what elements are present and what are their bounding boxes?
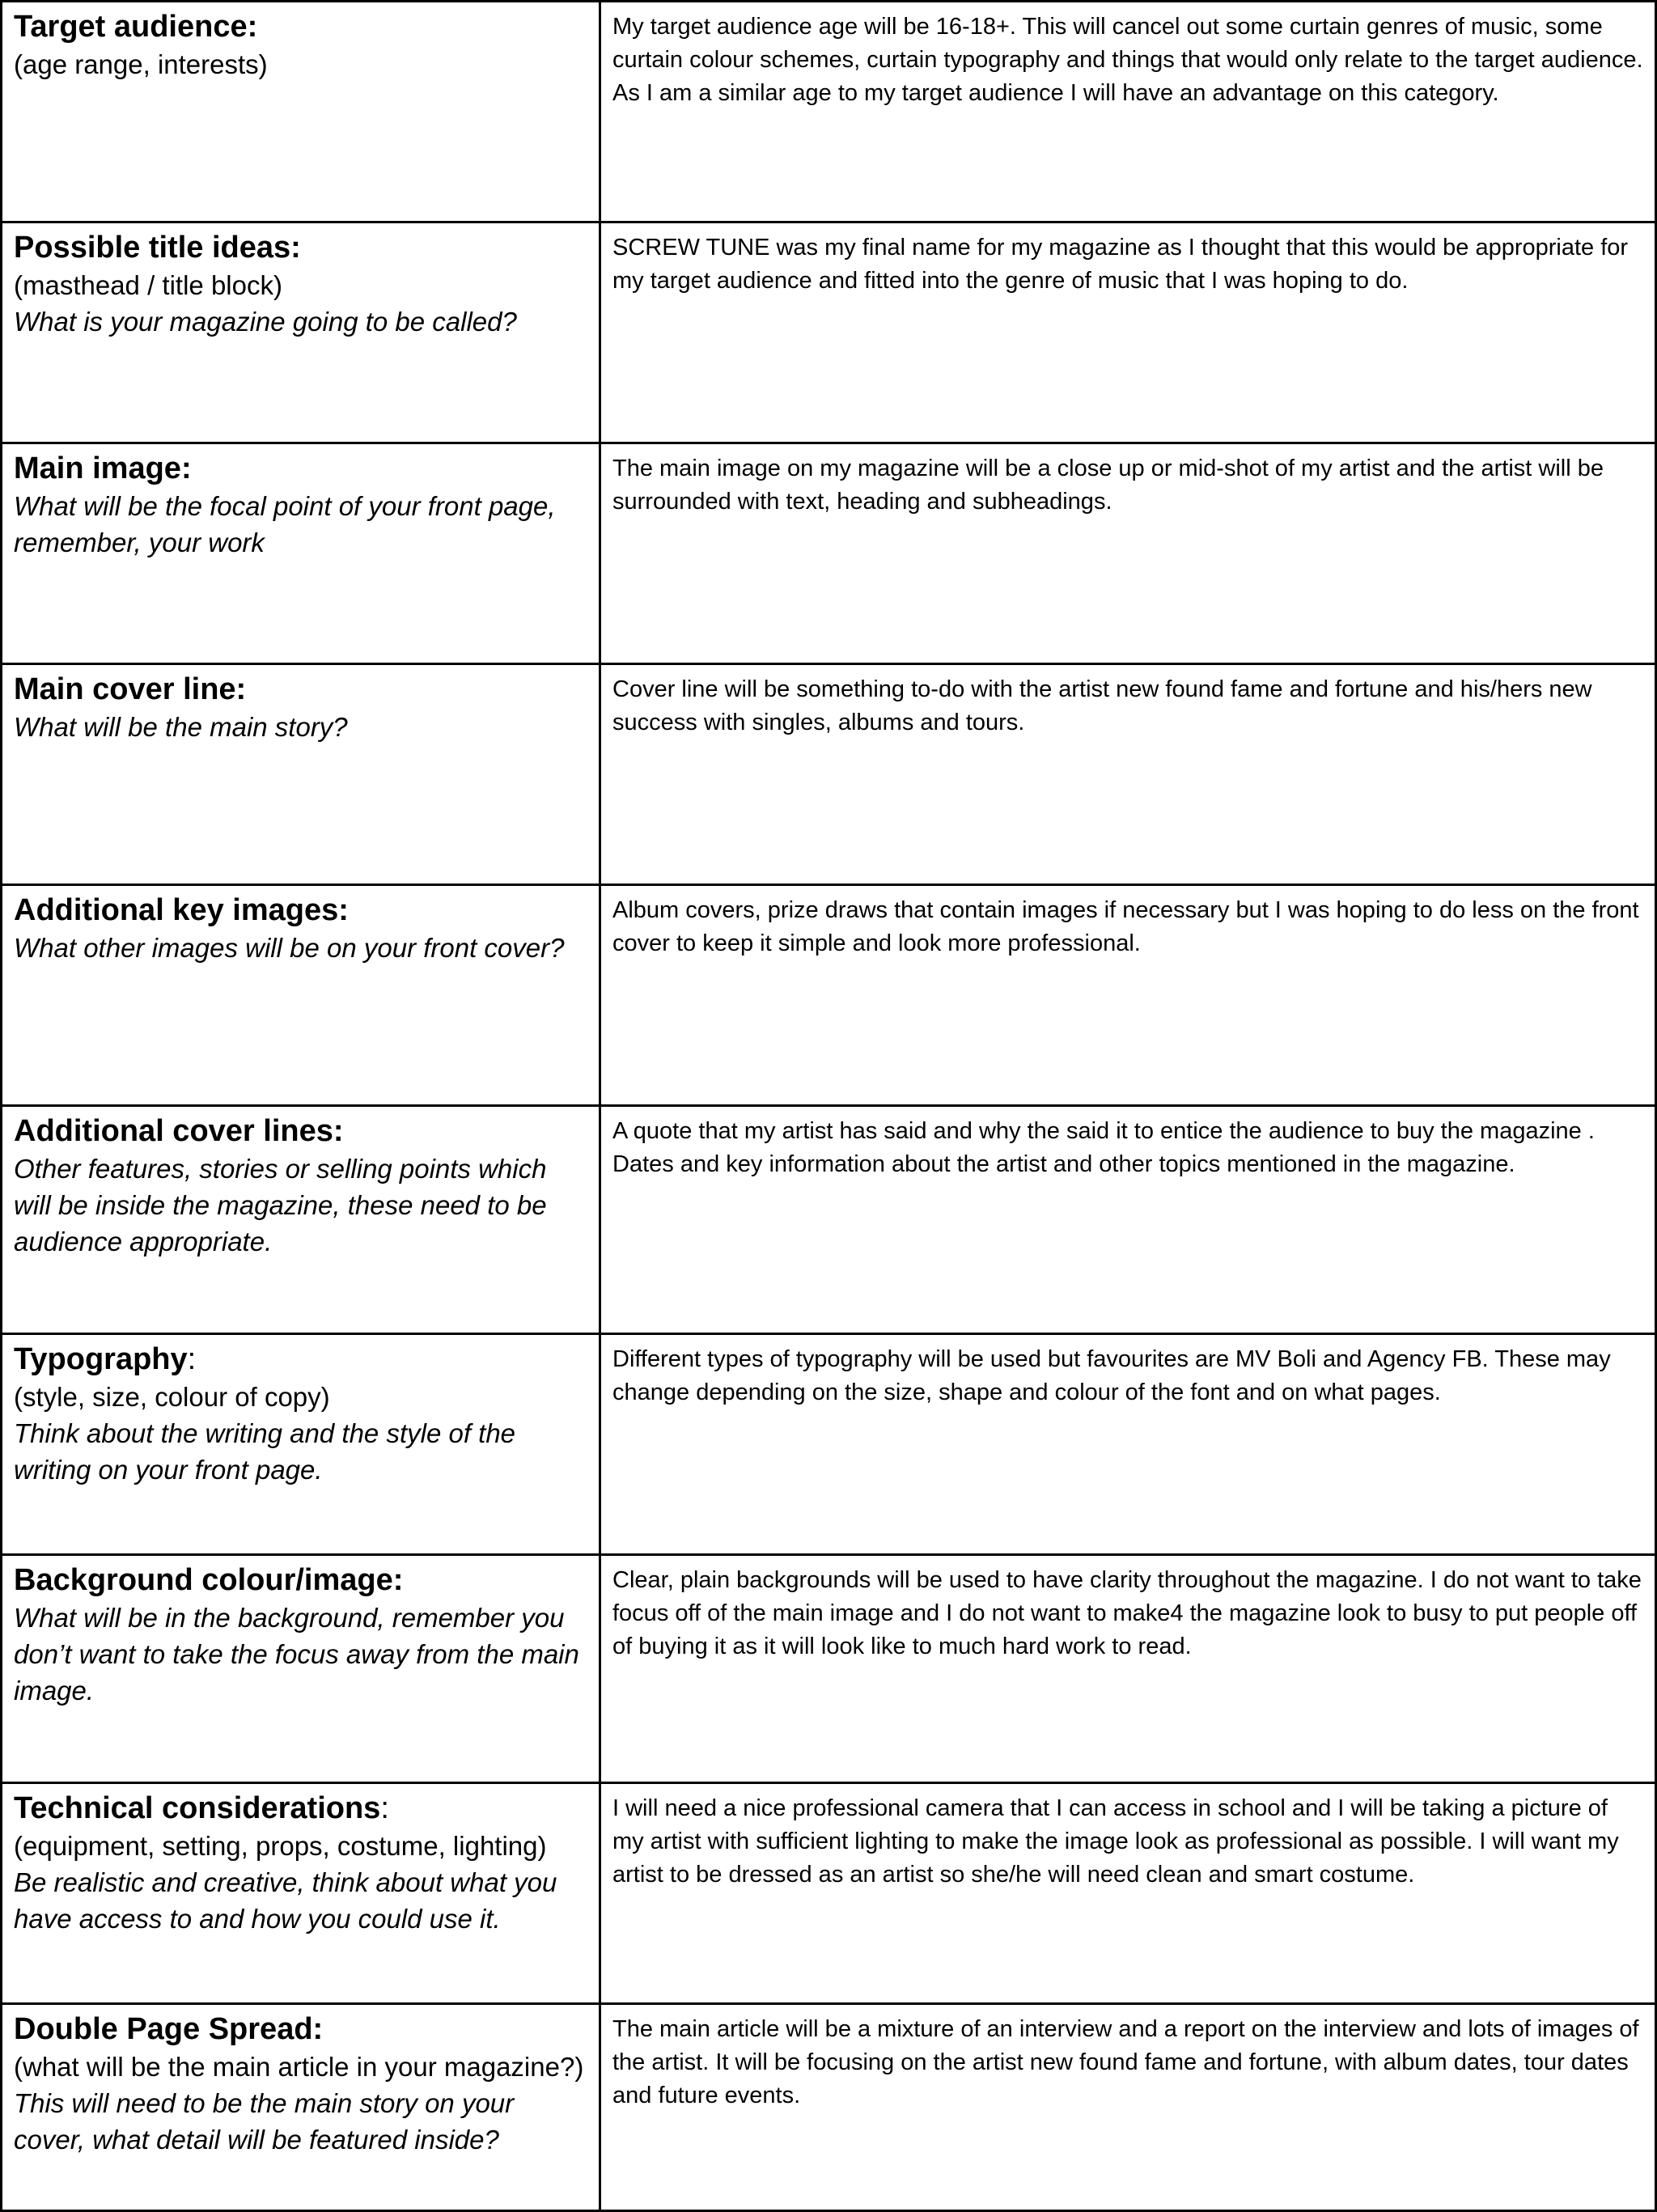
question-prompt: What will be the main story? [14, 712, 348, 742]
answer-text: Clear, plain backgrounds will be used to have clarity throughout the magazine. I do not want to take focus off of the main image and I do not want to make4 the magazine look to busy to put people off of buying it as it will look like to much hard work to read. [612, 1567, 1642, 1659]
row-additional-cover-lines [2, 1106, 1656, 1334]
answer-cell[interactable] [600, 443, 1656, 664]
question-cell [2, 2, 600, 222]
answer-cell[interactable] [600, 1334, 1656, 1555]
answer-text: Album covers, prize draws that contain images if necessary but I was hoping to do less on the front cover to keep it simple and look more professional. [612, 897, 1639, 956]
answer-text: My target audience age will be 16-18+. This will cancel out some curtain genres of music, some curtain colour schemes, curtain typography and things that would only relate to the target audience. As I am a similar age to my target audience I will have an advantage on this category. [612, 14, 1643, 106]
question-subtitle: (age range, interests) [14, 49, 268, 79]
question-title: Main cover line: [14, 672, 247, 706]
question-prompt: Think about the writing and the style of the writing on your front page. [14, 1418, 516, 1485]
question-cell [2, 1106, 600, 1334]
answer-cell[interactable] [600, 1106, 1656, 1334]
question-prompt: This will need to be the main story on your cover, what detail will be featured inside? [14, 2088, 515, 2155]
answer-text: Cover line will be something to-do with the artist new found fame and fortune and his/hers new success with singles, albums and tours. [612, 676, 1592, 735]
row-background [2, 1555, 1656, 1783]
row-main-cover-line [2, 664, 1656, 885]
answer-cell[interactable] [600, 1783, 1656, 2004]
question-title: Possible title ideas: [14, 231, 301, 265]
question-prompt: What will be in the background, remember you don’t want to take the focus away from the main image. [14, 1603, 579, 1706]
question-title: Typography: [14, 1342, 197, 1376]
question-cell [2, 1555, 600, 1783]
question-subtitle: (what will be the main article in your magazine?) [14, 2052, 584, 2082]
row-main-image [2, 443, 1656, 664]
question-prompt: What is your magazine going to be called? [14, 307, 517, 337]
answer-cell[interactable] [600, 222, 1656, 443]
question-subtitle: (equipment, setting, props, costume, lighting) [14, 1831, 547, 1861]
question-title: Target audience: [14, 10, 258, 44]
question-title: Additional key images: [14, 893, 349, 927]
row-additional-key-images [2, 885, 1656, 1106]
question-prompt: What will be the focal point of your front page, remember, your work [14, 491, 556, 557]
answer-text: I will need a nice professional camera that I can access in school and I will be taking a picture of my artist with sufficient lighting to make the image look as professional as possible. I will want my artist to be dressed as an artist so she/he will need clean and smart costume. [612, 1795, 1619, 1888]
answer-cell[interactable] [600, 2004, 1656, 2211]
answer-cell[interactable] [600, 1555, 1656, 1783]
answer-cell[interactable] [600, 2, 1656, 222]
question-cell [2, 885, 600, 1106]
question-cell [2, 1334, 600, 1555]
answer-text: The main image on my magazine will be a close up or mid-shot of my artist and the artist will be surrounded with text, heading and subheadings. [612, 456, 1604, 515]
question-title: Background colour/image: [14, 1563, 404, 1597]
row-typography [2, 1334, 1656, 1555]
answer-cell[interactable] [600, 885, 1656, 1106]
question-title: Additional cover lines: [14, 1114, 344, 1148]
question-subtitle: (masthead / title block) [14, 270, 282, 300]
answer-text: Different types of typography will be used but favourites are MV Boli and Agency FB. These may change depending on the size, shape and colour of the font and on what pages. [612, 1346, 1611, 1405]
answer-text: The main article will be a mixture of an interview and a report on the interview and lots of images of the artist. It will be focusing on the artist new found fame and fortune, with album dates, tour dates and future events. [612, 2016, 1639, 2108]
question-cell [2, 443, 600, 664]
question-cell [2, 1783, 600, 2004]
answer-text: SCREW TUNE was my final name for my magazine as I thought that this would be appropriate for my target audience and fitted into the genre of music that I was hoping to do. [612, 235, 1629, 294]
question-title: Main image: [14, 451, 192, 485]
answer-cell[interactable] [600, 664, 1656, 885]
row-target-audience [2, 2, 1656, 222]
question-subtitle: (style, size, colour of copy) [14, 1382, 330, 1412]
row-title-ideas [2, 222, 1656, 443]
question-title: Double Page Spread: [14, 2012, 324, 2046]
question-cell [2, 222, 600, 443]
row-double-page-spread [2, 2004, 1656, 2211]
answer-text: A quote that my artist has said and why the said it to entice the audience to buy the magazine . Dates and key information about the artist and other topics mentioned in the magazine. [612, 1118, 1595, 1177]
question-prompt: Be realistic and creative, think about what you have access to and how you could use it. [14, 1867, 557, 1934]
question-cell [2, 2004, 600, 2211]
question-prompt: Other features, stories or selling points which will be inside the magazine, these need to be audience appropriate. [14, 1154, 547, 1256]
row-technical [2, 1783, 1656, 2004]
question-prompt: What other images will be on your front cover? [14, 933, 565, 963]
question-cell [2, 664, 600, 885]
question-title: Technical considerations: [14, 1791, 389, 1825]
